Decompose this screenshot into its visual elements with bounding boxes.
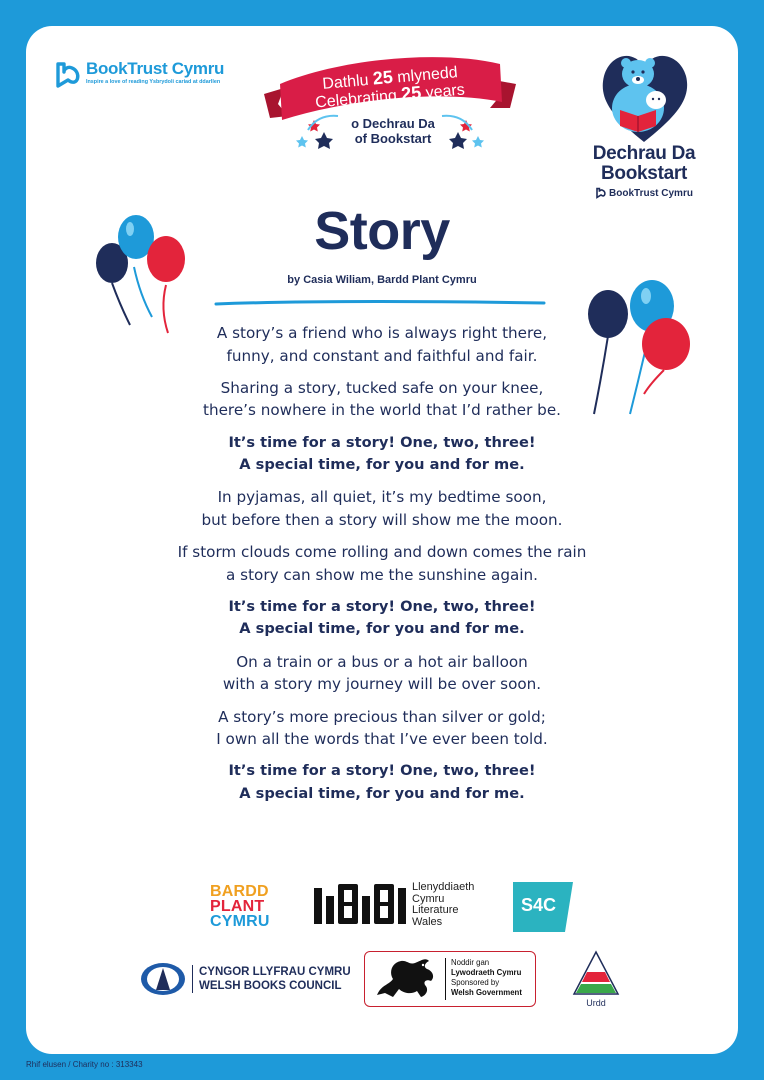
literature-wales-mark-icon [314,882,406,928]
welsh-dragon-icon [371,955,441,1003]
banner-line-english: Celebrating 25 years [314,81,466,112]
poem-title: Story [314,201,450,261]
welsh-government-logo: Noddir gan Lywodraeth Cymru Sponsored by Welsh Government [364,951,536,1007]
charity-number: Rhif elusen / Charity no : 313343 [26,1060,143,1069]
poem-byline: by Casia Wiliam, Bardd Plant Cymru [287,274,477,286]
banner-subtitle: o Dechrau Da of Bookstart [351,116,435,146]
brush-divider [214,299,546,307]
stanza: In pyjamas, all quiet, it’s my bedtime soon, but before then a story will show me the moon. [201,488,563,529]
stanza: A story’s more precious than silver or gold; I own all the words that I’ve ever been told. [216,707,548,749]
s4c-logo: S4C [513,882,573,932]
urdd-logo: Urdd [572,950,620,1010]
welsh-books-council-emblem-icon [140,962,186,996]
stanza: If storm clouds come rolling and down comes the rain a story can show me the sunshine again. [177,543,587,584]
stanza: On a train or a bus or a hot air balloon with a story my journey will be over soon. [222,652,542,694]
chorus: It’s time for a story! One, two, three! A special time, for you and for me. [228,762,536,802]
chorus: It’s time for a story! One, two, three! A special time, for you and for me. [228,433,536,474]
bardd-plant-cymru-logo: BARDD PLANT CYMRU [210,883,270,930]
poem-body [0,322,764,815]
booktrust-tagline: Inspire a love of reading Ysbrydoli cariad at ddarllen [86,79,221,85]
bookstart-title-english: Bookstart [601,163,687,184]
literature-wales-logo: Llenyddiaeth Cymru Literature Wales [314,882,474,928]
bookstart-subtitle: BookTrust Cymru [580,187,708,199]
heart-icon [54,60,82,90]
banner-line-welsh: Dathlu 25 mlynedd [321,64,459,93]
bookstart-title-welsh: Dechrau Da [592,143,696,164]
welsh-books-council-logo: CYNGOR LLYFRAU CYMRU WELSH BOOKS COUNCIL [140,962,351,996]
chorus: It’s time for a story! One, two, three! A special time, for you and for me. [228,597,536,638]
stanza: A story’s a friend who is always right there, funny, and constant and faithful and fair. [216,324,548,365]
urdd-triangle-icon [572,950,620,998]
bookstart-logo [580,48,708,199]
booktrust-cymru-logo [54,60,224,90]
heart-icon [595,187,607,199]
stanza: Sharing a story, tucked safe on your knee, there’s nowhere in the world that I’d rather be. [202,378,561,420]
polar-bear-reading-icon [594,48,694,144]
booktrust-name: BookTrust Cymru [86,59,225,78]
